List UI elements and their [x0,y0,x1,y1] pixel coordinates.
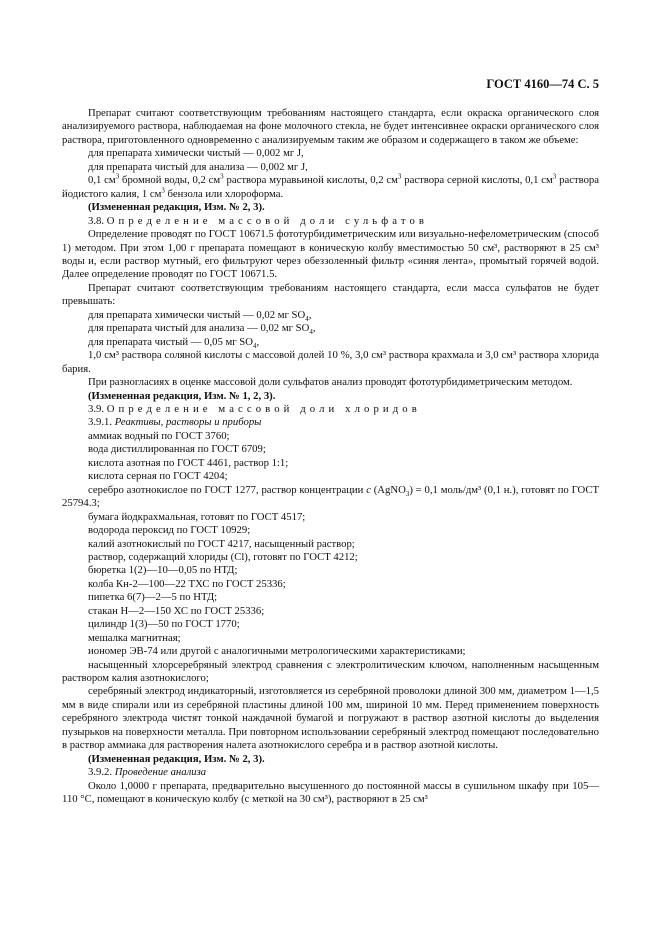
list-item: водорода пероксид по ГОСТ 10929; [88,524,251,537]
list-item: серебряный электрод индикаторный, изготовляется из серебряной проволоки длиной 300 мм, диаметром 1—1,5 мм в виде спирали или из серебряной пластины длиной 100 мм, шириной 10 мм. Перед применением поверхность серебряного электрода чистят тонкой наждачной бумагой и погружают в раствор азотной кислоты до выделения пузырьков на поверхности металла. При повторном использовании серебряный электрод помещают последовательно в раствор аммиака для растворения налета азотнокислого серебра и в раствор азотной кислоты. [62,685,599,752]
list-item: пипетка 6(7)—2—5 по НТД; [88,591,218,604]
text-run: раствора серной кислоты, 0,1 см [401,174,553,187]
list-item: кислота серная по ГОСТ 4204; [88,470,228,483]
page-header: ГОСТ 4160—74 С. 5 [486,77,599,91]
paragraph: Определение проводят по ГОСТ 10671.5 фототурбидиметрическим или визуально-нефелометрическим (способ 1) методом. При этом 1,00 г препарата помещают в коническую колбу вместимостью 50 см³, растворяют в 25 см³ воды и, если раствор мутный, его фильтруют через обеззоленный фильтр «синяя лента», промытый горячей водой. Далее определение проводят по ГОСТ 10671.5. [62,228,599,281]
subsection-number: 3.9.1. [88,416,115,429]
subscript: 4 [252,341,257,350]
text-run: раствора йодистого калия, 1 см [62,174,600,200]
list-item: раствор, содержащий хлориды (Cl), готовят по ГОСТ 4212; [88,550,358,563]
subscript: 4 [305,314,309,323]
amendment-note: (Измененная редакция, Изм. № 1, 2, 3). [88,389,276,402]
list-item: калий азотнокислый по ГОСТ 4217, насыщенный раствор; [88,537,355,550]
list-item: аммиак водный по ГОСТ 3760; [88,429,230,442]
subsection-title: Реактивы, растворы и приборы [114,416,262,429]
superscript: 3 [115,172,120,181]
text-run: бензола или хлороформа. [164,187,284,200]
subsection-number: 3.9.2. [88,766,115,779]
page-content [62,107,599,807]
section-heading [62,403,599,416]
text-run: для препарата химически чистый — 0,02 мг SO [88,308,306,321]
text-run: (AgNO [370,483,406,496]
superscript: 3 [552,172,557,181]
list-item: колба Кн-2—100—22 ТХС по ГОСТ 25336; [88,577,286,590]
paragraph: Препарат считают соответствующим требованиям настоящего стандарта, если масса сульфатов не будет превышать: [62,281,599,308]
subsection-title: Проведение анализа [114,766,207,779]
superscript: 3 [220,172,224,181]
paragraph: 1,0 см³ раствора соляной кислоты с массовой долей 10 %, 3,0 см³ раствора крахмала и 3,0 см³ раствора хлорида бария. [62,349,599,375]
section-title: Определение массовой доли хлоридов [106,402,421,415]
text-run: для препарата чистый для анализа — 0,02 мг SO [88,322,310,335]
text-run: , [312,322,316,335]
list-item [62,309,599,322]
list-item: вода дистиллированная по ГОСТ 6709; [88,443,266,456]
list-item [62,484,599,511]
list-item: иономер ЭВ-74 или другой с аналогичными метрологическими характеристиками; [88,645,466,658]
text-run: раствора муравьиной кислоты, 0,2 см [223,174,398,187]
list-item: кислота азотная по ГОСТ 4461, раствор 1:1; [88,456,289,469]
subsection-heading [62,416,599,429]
superscript: 3 [161,186,165,195]
list-item: бюретка 1(2)—10—0,05 по НТД; [88,564,238,577]
text-run: c [366,483,371,496]
paragraph: При разногласиях в оценке массовой доли сульфатов анализ проводят фототурбидиметрическим методом. [88,376,573,389]
amendment-note: (Измененная редакция, Изм. № 2, 3). [88,752,265,765]
text-run: ) = 0,1 моль/дм³ (0,1 н.), готовят по ГОСТ 25794.3; [62,483,599,510]
list-item [62,336,599,349]
text-run: для препарата чистый — 0,05 мг SO [88,335,253,348]
section-title: Определение массовой доли сульфатов [106,214,429,227]
list-item: стакан Н—2—150 ХС по ГОСТ 25336; [88,604,265,617]
text-run: , [256,335,260,348]
subscript: 4 [309,328,313,337]
list-item: насыщенный хлорсеребряный электрод сравнения с электролитическим ключом, наполненным насыщенным раствором калия азотнокислого; [62,658,599,685]
list-item [62,322,599,335]
list-item: цилиндр 1(3)—50 по ГОСТ 1770; [88,618,240,631]
list-item: для препарата чистый для анализа — 0,002 мг J, [88,160,308,173]
text-run: бромной воды, 0,2 см [119,174,221,187]
section-heading [62,215,599,228]
list-item: бумага йодкрахмальная, готовят по ГОСТ 4517; [88,510,306,523]
paragraph: Около 1,0000 г препарата, предварительно высушенного до постоянной массы в сушильном шкафу при 105—110 °C, помещают в коническую колбу (с меткой на 30 см³), растворяют в 25 см³ [62,779,599,806]
section-number: 3.8. [88,214,107,227]
text-run: серебро азотнокислое по ГОСТ 1277, раствор концентрации [88,483,367,496]
paragraph: Препарат считают соответствующим требованиям настоящего стандарта, если окраска органического слоя анализируемого раствора, наблюдаемая на фоне молочного стекла, не будет интенсивнее окраски органического слоя раствора, приготовленного одновременно с анализируемым таким же образом и содержащего в таком же объеме: [62,107,599,146]
section-number: 3.9. [88,402,107,415]
subsection-heading [62,766,599,779]
list-item: мешалка магнитная; [88,631,181,644]
text-run: 0,1 см [88,174,116,187]
subscript: 3 [405,489,410,498]
text-run: , [308,308,312,321]
superscript: 3 [397,172,402,181]
paragraph [62,174,599,201]
list-item: для препарата химически чистый — 0,002 мг J, [88,147,304,160]
amendment-note: (Измененная редакция, Изм. № 2, 3). [88,201,265,214]
